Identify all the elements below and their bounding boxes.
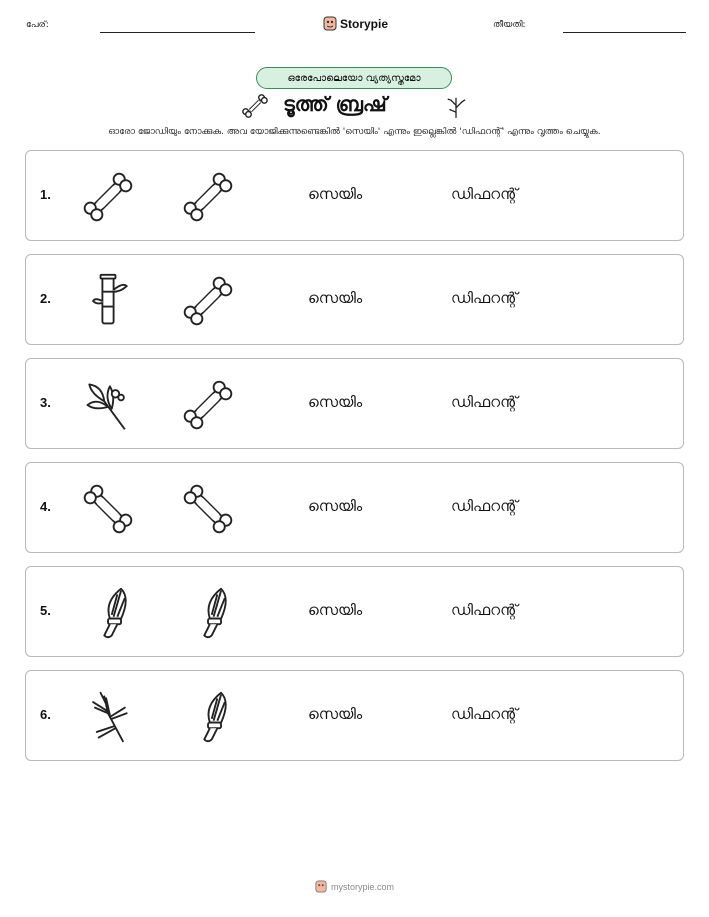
bamboo-icon — [82, 273, 134, 329]
option-same[interactable]: സെയിം — [308, 393, 363, 411]
pair-row-4 — [25, 462, 684, 553]
storypie-logo-icon — [323, 16, 337, 31]
option-different[interactable]: ഡിഫറന്റ് — [451, 289, 518, 307]
date-field-line[interactable] — [563, 32, 686, 33]
brand-name: Storypie — [340, 16, 389, 31]
pair-row-5 — [25, 566, 684, 657]
footer — [0, 880, 709, 893]
option-same[interactable]: സെയിം — [308, 289, 363, 307]
option-different[interactable]: ഡിഫറന്റ് — [451, 497, 518, 515]
instructions: ഓരോ ജോഡിയും നോക്കുക. അവ യോജിക്കുന്നുണ്ടെങ്കിൽ 'സെയിം' എന്നും ഇല്ലെങ്കിൽ 'ഡിഫറന്റ്' എന്നും വൃത്തം ചെയ്യുക. — [108, 127, 601, 137]
option-same[interactable]: സെയിം — [308, 705, 363, 723]
pair-row-2 — [25, 254, 684, 345]
option-same[interactable]: സെയിം — [308, 497, 363, 515]
row-number: 1. — [40, 187, 51, 202]
row-number: 2. — [40, 291, 51, 306]
twig-icon — [443, 92, 469, 122]
brush-icon — [182, 689, 234, 745]
pair-row-1 — [25, 150, 684, 241]
row-number: 4. — [40, 499, 51, 514]
row-number: 6. — [40, 707, 51, 722]
bone-icon — [182, 481, 234, 537]
row-number: 3. — [40, 395, 51, 410]
worksheet-header — [0, 16, 709, 38]
brush-icon — [82, 585, 134, 641]
pair-row-3 — [25, 358, 684, 449]
option-same[interactable]: സെയിം — [308, 601, 363, 619]
bone-icon — [82, 481, 134, 537]
pair-row-6 — [25, 670, 684, 761]
name-label: പേര്: — [26, 20, 49, 30]
bone-icon — [182, 377, 234, 433]
date-label: തീയതി: — [493, 20, 526, 30]
brush-icon — [182, 585, 234, 641]
worksheet-type-badge — [256, 67, 452, 89]
footer-url: mystorypie.com — [330, 881, 394, 892]
option-different[interactable]: ഡിഫറന്റ് — [451, 601, 518, 619]
storypie-logo-icon — [315, 880, 327, 893]
page-title: ടൂത്ത് ബ്രഷ് — [283, 92, 387, 116]
row-number: 5. — [40, 603, 51, 618]
option-different[interactable]: ഡിഫറന്റ് — [451, 185, 518, 203]
option-different[interactable]: ഡിഫറന്റ് — [451, 393, 518, 411]
title-row — [0, 90, 709, 124]
option-different[interactable]: ഡിഫറന്റ് — [451, 705, 518, 723]
twig-icon — [82, 689, 134, 745]
bone-icon — [82, 169, 134, 225]
flower-twig-icon — [82, 377, 134, 433]
name-field-line[interactable] — [100, 32, 255, 33]
brand-logo — [323, 16, 388, 31]
badge-text: ഒരേപോലെയോ വ്യത്യസ്തമോ — [287, 72, 421, 84]
bone-icon — [240, 92, 270, 120]
bone-icon — [182, 273, 234, 329]
bone-icon — [182, 169, 234, 225]
option-same[interactable]: സെയിം — [308, 185, 363, 203]
